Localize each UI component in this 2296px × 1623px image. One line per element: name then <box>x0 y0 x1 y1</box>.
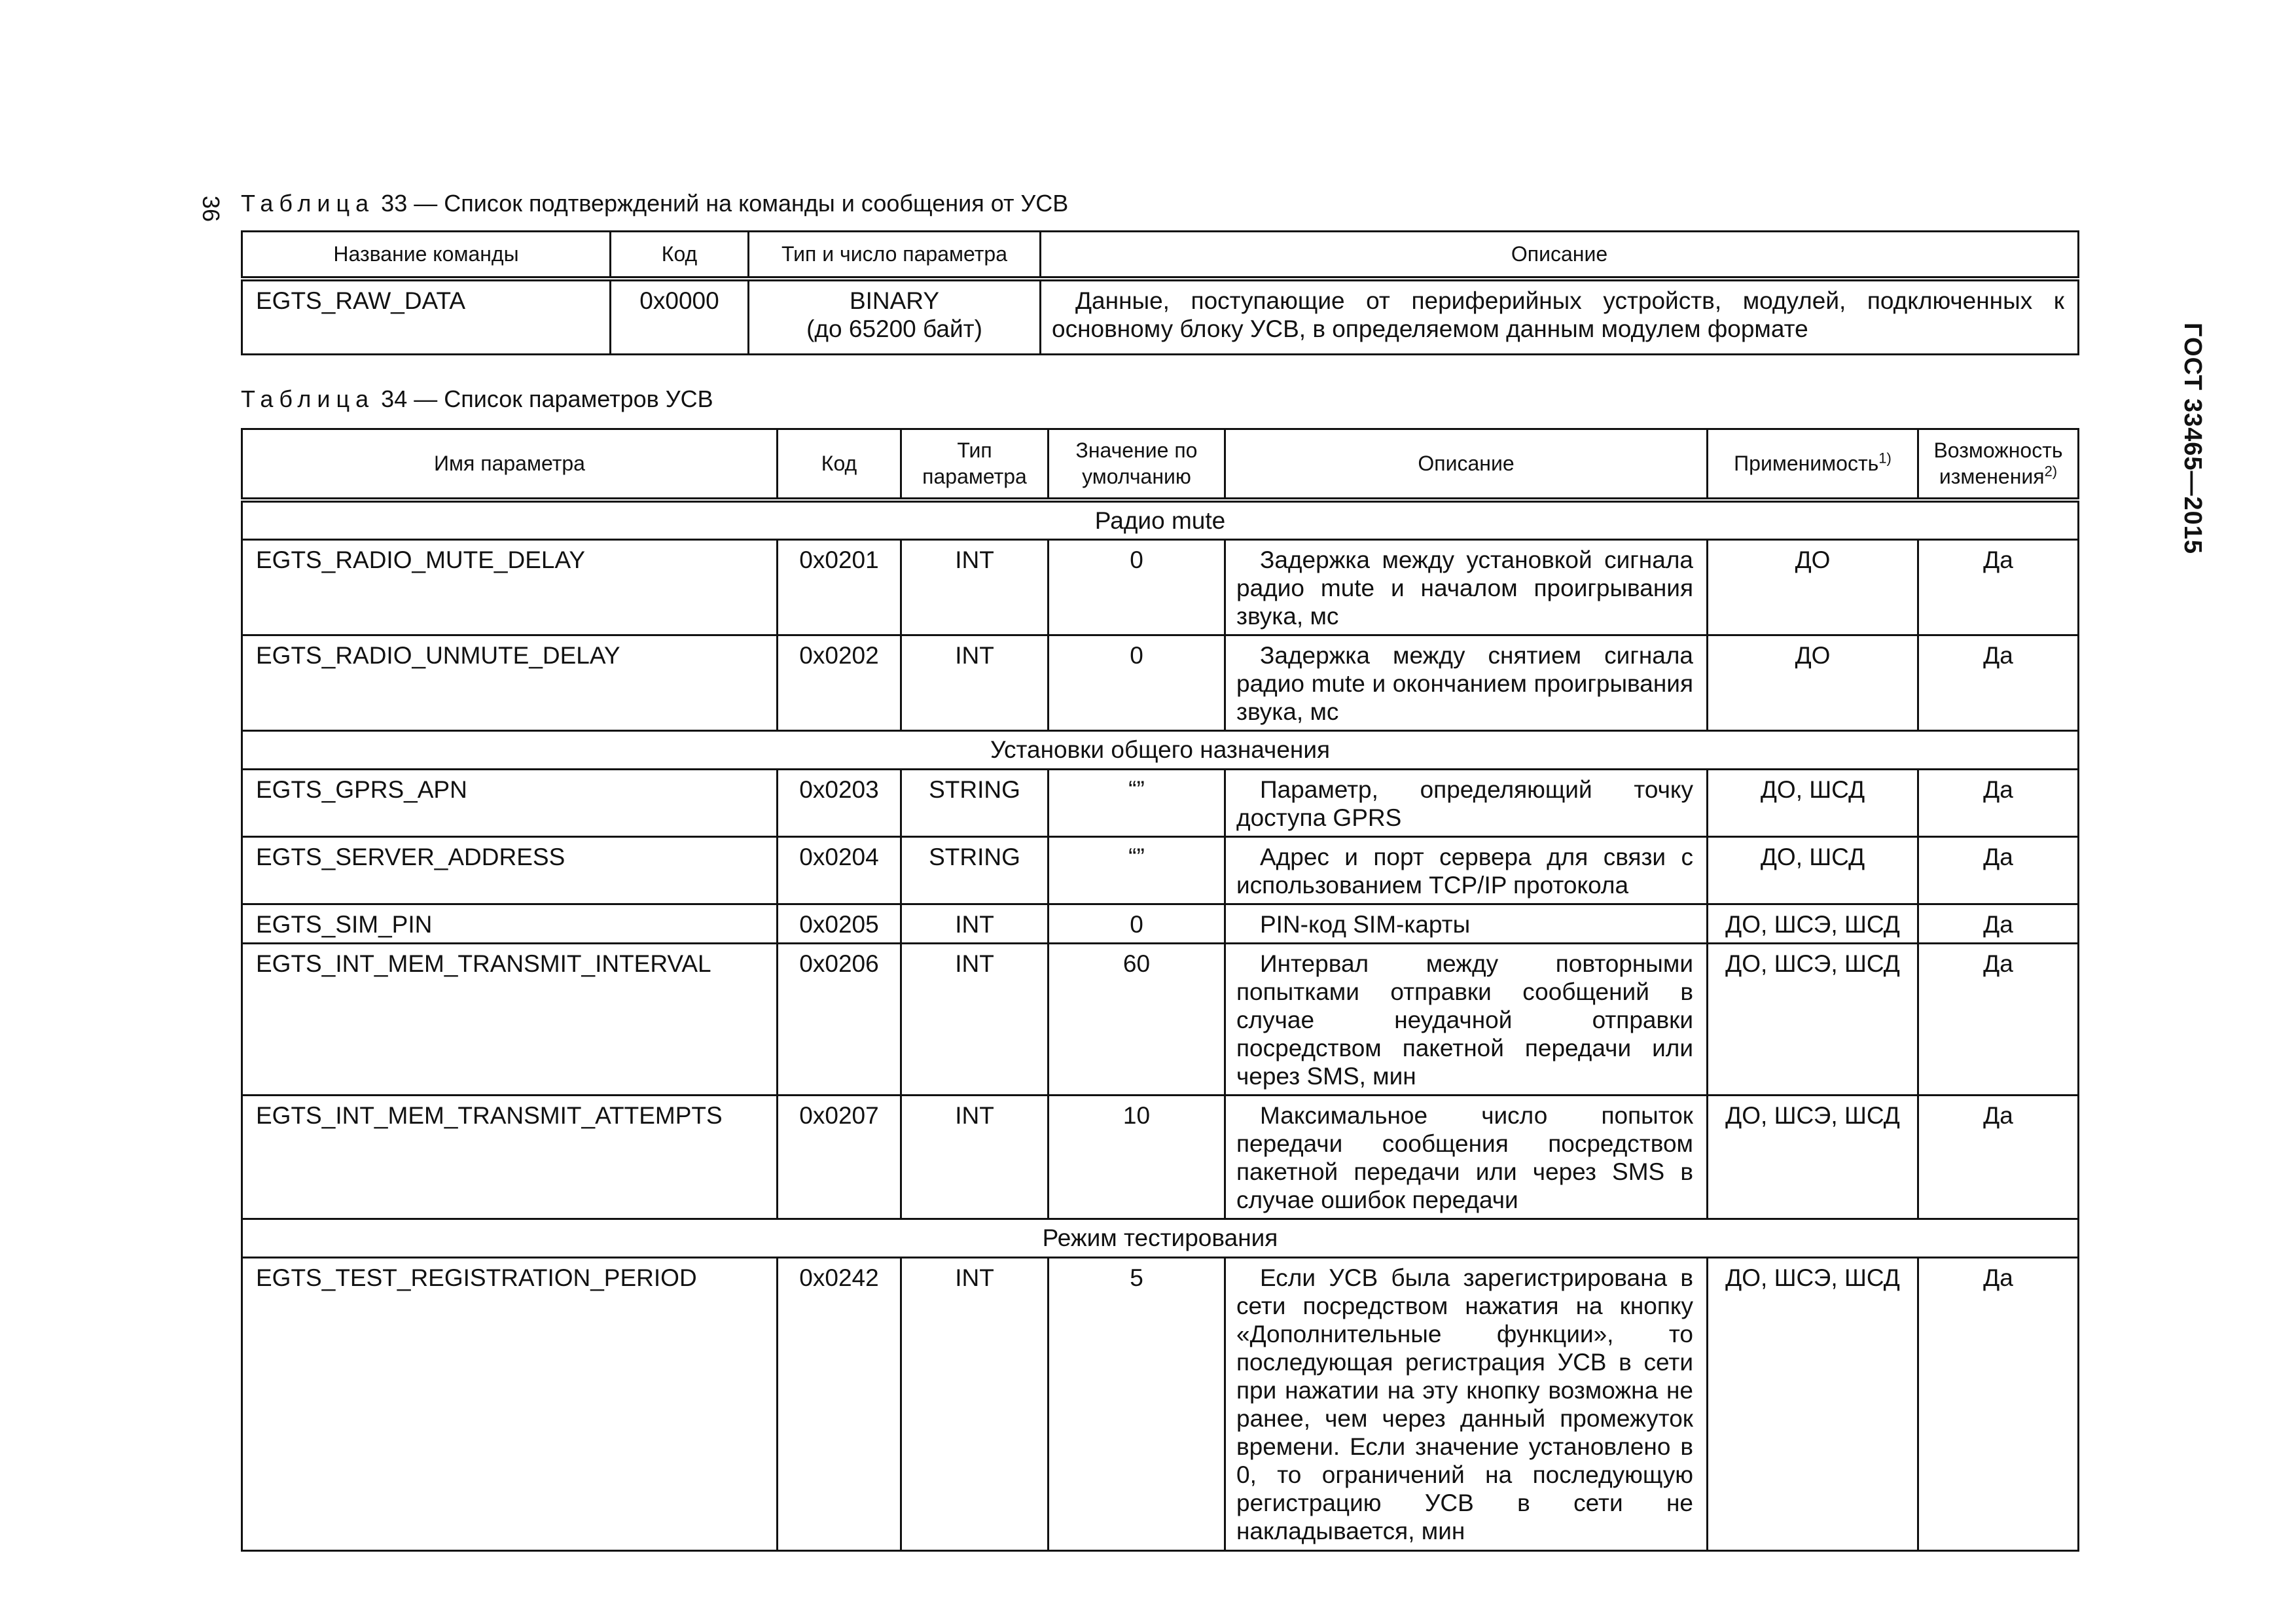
parameter-code: 0x0242 <box>778 1257 901 1550</box>
parameter-code: 0x0207 <box>778 1095 901 1219</box>
parameter-changeable: Да <box>1918 1257 2079 1550</box>
table33-header-description: Описание <box>1041 232 2079 279</box>
parameter-type: INT <box>901 943 1049 1095</box>
header-changeable-line1: Возможность <box>1933 438 2063 463</box>
parameter-description: Если УСВ была зарегистрирована в сети посредством нажатия на кнопку «Дополнительные функции», то последующая регистрация УСВ в сети при нажатии на эту кнопку возможна не ранее, чем через данный промежуток времени. Если значение установлено в 0, то ограничений на последующую регистрацию УСВ в сети не накладывается, мин <box>1225 1257 1708 1550</box>
parameter-applicability: ДО <box>1708 635 1918 730</box>
header-default <box>1049 429 1225 500</box>
section-title: Установки общего назначения <box>242 730 2079 769</box>
parameter-changeable: Да <box>1918 836 2079 904</box>
section-title: Радио mute <box>242 500 2079 540</box>
parameter-changeable: Да <box>1918 904 2079 943</box>
parameter-applicability: ДО, ШСЭ, ШСД <box>1708 1257 1918 1550</box>
parameter-applicability: ДО, ШСД <box>1708 769 1918 836</box>
table-row <box>242 836 2079 904</box>
parameter-name: EGTS_GPRS_APN <box>242 769 778 836</box>
parameter-description: Задержка между установкой сигнала радио mute и началом проигрывания звука, мс <box>1225 539 1708 635</box>
table34 <box>241 428 2079 1552</box>
parameter-default: 0 <box>1049 539 1225 635</box>
header-changeable-text: изменения <box>1939 465 2045 489</box>
table-row <box>242 943 2079 1095</box>
header-changeable-line2 <box>1926 463 2071 490</box>
parameter-name: EGTS_INT_MEM_TRANSMIT_ATTEMPTS <box>242 1095 778 1219</box>
parameter-applicability: ДО, ШСЭ, ШСД <box>1708 943 1918 1095</box>
table33 <box>241 230 2079 355</box>
parameter-name: EGTS_RADIO_UNMUTE_DELAY <box>242 635 778 730</box>
parameter-name: EGTS_SERVER_ADDRESS <box>242 836 778 904</box>
parameter-changeable: Да <box>1918 635 2079 730</box>
parameter-code: 0x0205 <box>778 904 901 943</box>
parameter-description: Интервал между повторными попытками отправки сообщений в случае неудачной отправки посредством пакетной передачи или через SMS, мин <box>1225 943 1708 1095</box>
parameter-type: INT <box>901 1095 1049 1219</box>
parameter-description: Параметр, определяющий точку доступа GPRS <box>1225 769 1708 836</box>
parameter-type: STRING <box>901 836 1049 904</box>
command-description: Данные, поступающие от периферийных устройств, модулей, подключенных к основному блоку УСВ, в определяемом данным модулем формате <box>1041 279 2079 355</box>
footnote-1-marker: 1) <box>1878 450 1892 467</box>
standard-title: ГОСТ 33465—2015 <box>2179 322 2206 555</box>
parameter-default: 60 <box>1049 943 1225 1095</box>
table33-header-code: Код <box>611 232 749 279</box>
table-row <box>242 904 2079 943</box>
parameter-type: INT <box>901 539 1049 635</box>
table33-header-name: Название команды <box>242 232 611 279</box>
parameter-changeable: Да <box>1918 1095 2079 1219</box>
parameter-applicability: ДО <box>1708 539 1918 635</box>
table33-caption <box>241 188 1068 219</box>
parameter-name: EGTS_INT_MEM_TRANSMIT_INTERVAL <box>242 943 778 1095</box>
parameter-code: 0x0202 <box>778 635 901 730</box>
table-row <box>242 279 2079 355</box>
table33-header-row <box>242 232 2079 279</box>
table33-header-type: Тип и число параметра <box>749 232 1041 279</box>
command-name: EGTS_RAW_DATA <box>242 279 611 355</box>
parameter-description: Максимальное число попыток передачи сообщения посредством пакетной передачи или через SMS в случае ошибок передачи <box>1225 1095 1708 1219</box>
header-parameter-name: Имя параметра <box>242 429 778 500</box>
table34-header-row <box>242 429 2079 500</box>
table-row <box>242 1257 2079 1550</box>
header-type <box>901 429 1049 500</box>
parameter-default: 10 <box>1049 1095 1225 1219</box>
header-default-line1: Значение по <box>1075 438 1198 463</box>
header-code: Код <box>778 429 901 500</box>
footnote-2-marker: 2) <box>2044 463 2058 480</box>
parameter-type: STRING <box>901 769 1049 836</box>
parameter-type: INT <box>901 1257 1049 1550</box>
section-row <box>242 730 2079 769</box>
parameter-applicability: ДО, ШСД <box>1708 836 1918 904</box>
parameter-name: EGTS_RADIO_MUTE_DELAY <box>242 539 778 635</box>
table-row <box>242 539 2079 635</box>
header-default-line2: умолчанию <box>1082 465 1191 489</box>
header-description: Описание <box>1225 429 1708 500</box>
parameter-default: 5 <box>1049 1257 1225 1550</box>
parameter-name: EGTS_SIM_PIN <box>242 904 778 943</box>
table34-caption <box>241 384 713 414</box>
parameter-default: “” <box>1049 769 1225 836</box>
parameter-default: 0 <box>1049 904 1225 943</box>
parameter-code: 0x0206 <box>778 943 901 1095</box>
header-applicability <box>1708 429 1918 500</box>
parameter-description: Адрес и порт сервера для связи с использованием TCP/IP протокола <box>1225 836 1708 904</box>
parameter-changeable: Да <box>1918 769 2079 836</box>
page-number: 36 <box>198 195 224 223</box>
parameter-applicability: ДО, ШСЭ, ШСД <box>1708 1095 1918 1219</box>
parameter-code: 0x0201 <box>778 539 901 635</box>
header-applicability-text: Применимость <box>1734 452 1879 476</box>
parameter-changeable: Да <box>1918 539 2079 635</box>
command-code: 0x0000 <box>611 279 749 355</box>
section-row <box>242 1219 2079 1257</box>
parameter-default: “” <box>1049 836 1225 904</box>
parameter-type: INT <box>901 635 1049 730</box>
command-type-line1: BINARY <box>849 287 940 314</box>
command-type <box>749 279 1041 355</box>
parameter-code: 0x0204 <box>778 836 901 904</box>
table33-caption-word: Таблица <box>241 190 375 217</box>
table-row <box>242 1095 2079 1219</box>
section-title: Режим тестирования <box>242 1219 2079 1257</box>
parameter-name: EGTS_TEST_REGISTRATION_PERIOD <box>242 1257 778 1550</box>
parameter-code: 0x0203 <box>778 769 901 836</box>
parameter-applicability: ДО, ШСЭ, ШСД <box>1708 904 1918 943</box>
table34-caption-text: 34 — Список параметров УСВ <box>381 385 713 412</box>
parameter-default: 0 <box>1049 635 1225 730</box>
parameter-description: Задержка между снятием сигнала радио mute и окончанием проигрывания звука, мс <box>1225 635 1708 730</box>
section-row <box>242 500 2079 540</box>
table33-caption-text: 33 — Список подтверждений на команды и сообщения от УСВ <box>381 190 1069 217</box>
parameter-description: PIN-код SIM-карты <box>1225 904 1708 943</box>
command-type-line2: (до 65200 байт) <box>806 315 982 342</box>
header-type-line2: параметра <box>922 465 1027 489</box>
parameter-changeable: Да <box>1918 943 2079 1095</box>
header-changeable <box>1918 429 2079 500</box>
table34-caption-word: Таблица <box>241 385 375 412</box>
table-row <box>242 769 2079 836</box>
table34-body <box>242 500 2079 1551</box>
parameter-type: INT <box>901 904 1049 943</box>
table-row <box>242 635 2079 730</box>
header-type-line1: Тип <box>957 438 992 463</box>
